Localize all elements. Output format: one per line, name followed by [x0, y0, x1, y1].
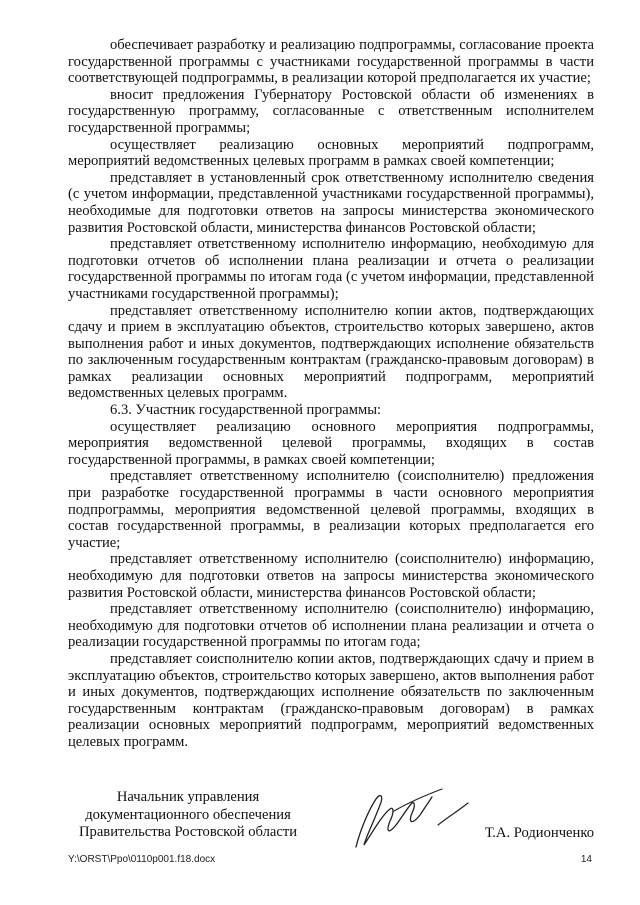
handwritten-signature — [338, 781, 478, 861]
paragraph: представляет ответственному исполнителю (соисполнителю) информацию, необходимую для подготовки отчетов об исполнении плана реализации и отчета о реализации государственной программы по итогам года; — [68, 601, 594, 651]
page-footer — [68, 854, 594, 868]
paragraph: обеспечивает разработку и реализацию подпрограммы, согласование проекта государственной программы с участниками государственной программы в части соответствующей подпрограммы, в реализации которой предполагается их участие; — [68, 37, 594, 87]
paragraph: представляет ответственному исполнителю информацию, необходимую для подготовки отчетов об исполнении плана реализации и отчета о реализации государственной программы по итогам года (с учетом информации, представленной участниками государственной программы); — [68, 236, 594, 302]
paragraph: осуществляет реализацию основного мероприятия подпрограммы, мероприятия ведомственной целевой программы, входящих в состав государственной программы, в рамках своей компетенции; — [68, 418, 594, 468]
signatory-title-line: Правительства Ростовской области — [78, 824, 298, 840]
paragraph: представляет в установленный срок ответственному исполнителю сведения (с учетом информации, представленной участниками государственной программы), необходимые для подготовки ответов на запросы министерства экономического развития Ростовской области, министерства финансов Ростовской области; — [68, 169, 594, 236]
paragraph: вносит предложения Губернатору Ростовской области об изменениях в государственную программу, согласованные с ответственным исполнителем государственной программы; — [68, 86, 594, 136]
page-number: 14 — [580, 854, 592, 865]
section-heading: 6.3. Участник государственной программы: — [110, 402, 382, 419]
body-text — [68, 37, 594, 751]
paragraph: представляет ответственному исполнителю (соисполнителю) информацию, необходимую для подготовки ответов на запросы министерства экономического развития Ростовской области, министерства финансов Ростовской области; — [68, 551, 594, 601]
signatory-title-line: Начальник управления — [116, 789, 260, 805]
signatory-name: Т.А. Родионченко — [484, 825, 594, 841]
paragraph: представляет ответственному исполнителю копии актов, подтверждающих сдачу и прием в эксплуатацию объектов, строительство которых завершено, актов выполнения работ и иных документов, подтверждающих исполнение обязательств по заключенным государственным контрактам (гражданско-правовым договорам) в рамках реализации основных мероприятий подпрограмм, мероприятий ведомственных целевых программ. — [68, 302, 594, 402]
signatory-title-line: документационного обеспечения — [85, 806, 291, 823]
signature-block — [68, 789, 594, 849]
file-path: Y:\ORST\Ppo\0110p001.f18.docx — [68, 854, 216, 865]
paragraph: осуществляет реализацию основных мероприятий подпрограмм, мероприятий ведомственных целевых программ в рамках своей компетенции; — [68, 136, 594, 170]
paragraph: представляет соисполнителю копии актов, подтверждающих сдачу и прием в эксплуатацию объектов, строительство которых завершено, актов выполнения работ и иных документов, подтверждающих исполнение обязательств по заключенным государственным контрактам (гражданско-правовым договорам) в рамках реализации основных мероприятий подпрограмм, мероприятий ведомственных целевых программ. — [68, 650, 594, 750]
paragraph: представляет ответственному исполнителю (соисполнителю) предложения при разработке государственной программы в части основного мероприятия подпрограммы, мероприятия ведомственной целевой программы, входящих в состав государственной программы, в реализации которых предполагается его участие; — [68, 468, 594, 551]
signatory-title — [68, 789, 308, 842]
